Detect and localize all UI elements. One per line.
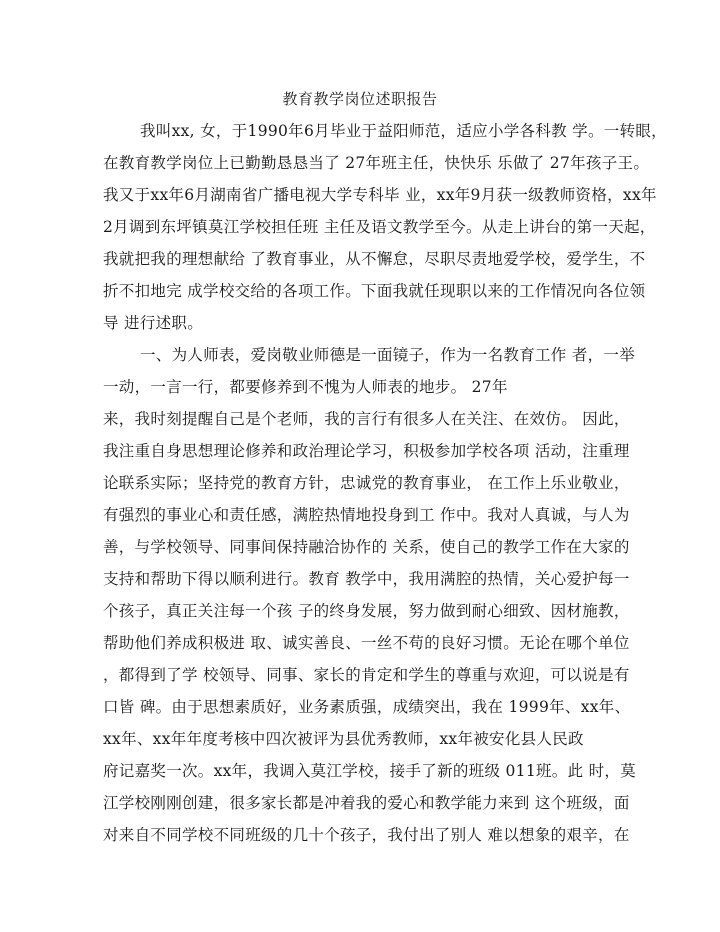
text-line: 论联系实际；坚持党的教育方针，忠诚党的教育事业， 在工作上乐业敬业， bbox=[103, 474, 630, 492]
text-line: 我又于xx年6月湖南省广播电视大学专科毕 业，xx年9月获一级教师资格，xx年 bbox=[103, 186, 657, 204]
text-line: xx年、xx年年度考核中四次被评为县优秀教师，xx年被安化县人民政 bbox=[103, 730, 584, 748]
text-line: 来，我时刻提醒自己是个老师，我的言行有很多人在关注、在效仿。 因此， bbox=[103, 410, 630, 428]
text-line: 一、为人师表，爱岗敬业师德是一面镜子，作为一名教育工作 者，一举 bbox=[140, 346, 636, 364]
text-line: 府记嘉奖一次。xx年，我调入莫江学校，接手了新的班级 011班。此 时，莫 bbox=[103, 762, 637, 780]
text-line: 个孩子，真正关注每一个孩 子的终身发展，努力做到耐心细致、因材施教， bbox=[103, 602, 630, 620]
text-line: 口皆 碑。由于思想素质好，业务素质强，成绩突出，我在 1999年、xx年、 bbox=[103, 698, 631, 716]
text-line: 导 进行述职。 bbox=[103, 314, 204, 332]
text-line: 江学校刚刚创建，很多家长都是冲着我的爱心和教学能力来到 这个班级，面 bbox=[103, 794, 630, 812]
text-line: ，都得到了学 校领导、同事、家长的肯定和学生的尊重与欢迎，可以说是有 bbox=[103, 666, 630, 684]
document-title: 教育教学岗位述职报告 bbox=[282, 90, 438, 108]
text-line: 帮助他们养成积极进 取、诚实善良、一丝不苟的良好习惯。无论在哪个单位 bbox=[103, 634, 630, 652]
text-line: 善，与学校领导、同事间保持融洽协作的 关系，使自己的教学工作在大家的 bbox=[103, 538, 630, 556]
text-line: 我注重自身思想理论修养和政治理论学习，积极参加学校各项 活动，注重理 bbox=[103, 442, 630, 460]
text-line: 在教育教学岗位上已勤勤恳恳当了 27年班主任，快快乐 乐做了 27年孩子王。 bbox=[103, 154, 650, 172]
text-line: 2月调到东坪镇莫江学校担任班 主任及语文教学至今。从走上讲台的第一天起， bbox=[103, 218, 656, 236]
text-line: 有强烈的事业心和责任感，满腔热情地投身到工 作中。我对人真诚，与人为 bbox=[103, 506, 630, 524]
text-line: 折不扣地完 成学校交给的各项工作。下面我就任现职以来的工作情况向各位领 bbox=[103, 282, 646, 300]
text-line: 我叫xx, 女，于1990年6月毕业于益阳师范，适应小学各科教 学。一转眼， bbox=[140, 122, 667, 140]
text-line: 支持和帮助下得以顺利进行。教育 教学中，我用满腔的热情，关心爱护每一 bbox=[103, 570, 630, 588]
text-line: 我就把我的理想献给 了教育事业，从不懈怠，尽职尽责地爱学校，爱学生，不 bbox=[103, 250, 646, 268]
text-line: 一动，一言一行，都要修养到不愧为人师表的地步。 27年 bbox=[103, 378, 508, 396]
text-line: 对来自不同学校不同班级的几十个孩子，我付出了别人 难以想象的艰辛，在 bbox=[103, 826, 630, 844]
